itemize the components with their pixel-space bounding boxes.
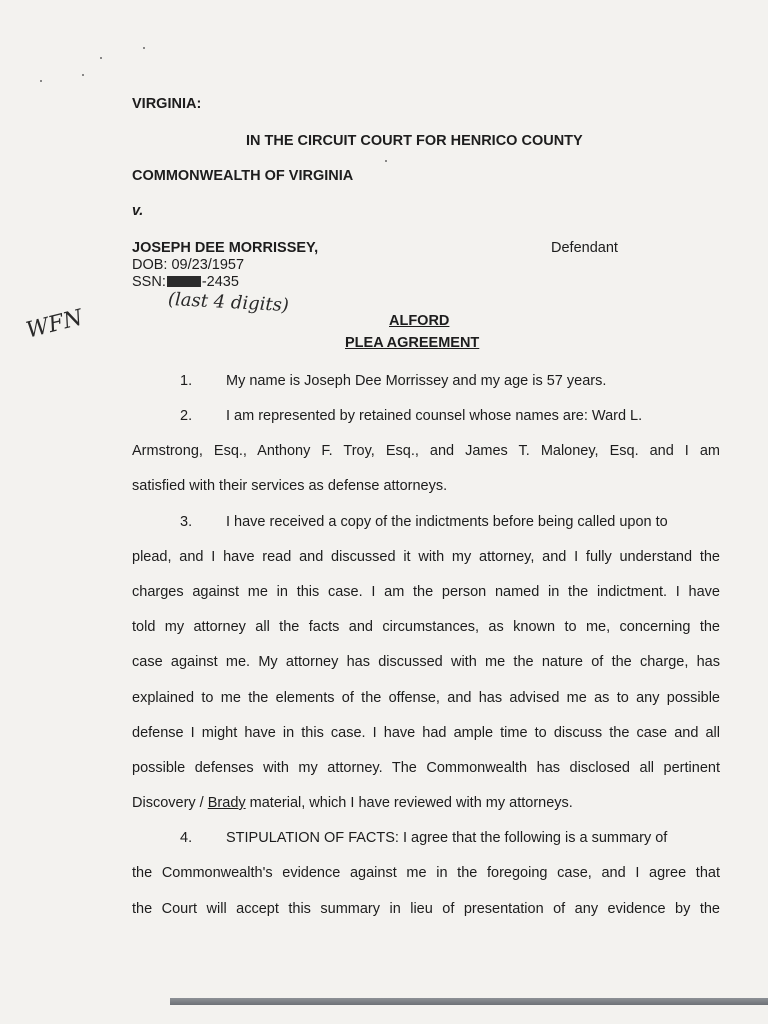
versus-label: v. xyxy=(132,203,144,219)
paragraph-text: STIPULATION OF FACTS: I agree that the following is a summary of xyxy=(226,830,668,846)
ssn-suffix: -2435 xyxy=(201,274,239,290)
paragraph-4-first-line xyxy=(180,830,720,846)
handwritten-note: (last 4 digits) xyxy=(167,288,290,317)
paragraph-number: 4. xyxy=(180,830,193,846)
paragraph-4-line: the Court will accept this summary in lieu of presentation of any evidence by the xyxy=(132,901,720,917)
paragraph-3-line: explained to me the elements of the offense, and has advised me as to any possible xyxy=(132,690,720,706)
paragraph-2-line: Armstrong, Esq., Anthony F. Troy, Esq., and James T. Maloney, Esq. and I am xyxy=(132,443,720,459)
defendant-ssn xyxy=(132,274,239,290)
paragraph-3-line: case against me. My attorney has discussed with me the nature of the charge, has xyxy=(132,654,720,670)
scan-speck xyxy=(385,160,387,162)
paragraph-number: 3. xyxy=(180,514,193,530)
defendant-dob: DOB: 09/23/1957 xyxy=(132,257,245,273)
scan-speck xyxy=(100,57,102,59)
paragraph-1 xyxy=(180,373,606,389)
paragraph-text: I have received a copy of the indictments before being called upon to xyxy=(226,514,668,530)
paragraph-3-line xyxy=(132,795,720,811)
court-heading: IN THE CIRCUIT COURT FOR HENRICO COUNTY xyxy=(246,133,583,149)
defendant-role: Defendant xyxy=(551,240,618,256)
state-heading: VIRGINIA: xyxy=(132,96,202,112)
paragraph-3-line: defense I might have in this case. I have had ample time to discuss the case and all xyxy=(132,725,720,741)
paragraph-2-line: satisfied with their services as defense attorneys. xyxy=(132,478,448,494)
scan-edge-bar xyxy=(170,998,768,1005)
plaintiff-name: COMMONWEALTH OF VIRGINIA xyxy=(132,168,354,184)
margin-initials: WFN xyxy=(23,305,86,344)
ssn-prefix: SSN: xyxy=(132,274,166,290)
scan-speck xyxy=(82,74,84,76)
discovery-text-rest: material, which I have reviewed with my attorneys. xyxy=(245,795,573,811)
paragraph-number: 1. xyxy=(180,373,193,389)
paragraph-text: I am represented by retained counsel whose names are: Ward L. xyxy=(226,408,643,424)
title-line-1: ALFORD xyxy=(389,313,450,329)
defendant-name: JOSEPH DEE MORRISSEY, xyxy=(132,240,319,256)
brady-term: Brady xyxy=(207,795,246,811)
paragraph-3-line: charges against me in this case. I am the person named in the indictment. I have xyxy=(132,584,720,600)
paragraph-3-line: possible defenses with my attorney. The Commonwealth has disclosed all pertinent xyxy=(132,760,720,776)
scan-speck xyxy=(143,47,145,49)
paragraph-4-line: the Commonwealth's evidence against me in the foregoing case, and I agree that xyxy=(132,865,720,881)
paragraph-3-line: told my attorney all the facts and circumstances, as known to me, concerning the xyxy=(132,619,720,635)
paragraph-number: 2. xyxy=(180,408,193,424)
paragraph-3-first-line xyxy=(180,514,668,530)
discovery-text: Discovery / xyxy=(132,795,208,811)
paragraph-2-first-line xyxy=(180,408,720,424)
scan-speck xyxy=(40,80,42,82)
title-line-2: PLEA AGREEMENT xyxy=(345,335,480,351)
paragraph-text: My name is Joseph Dee Morrissey and my age is 57 years. xyxy=(226,373,607,389)
paragraph-3-line: plead, and I have read and discussed it with my attorney, and I fully understand the xyxy=(132,549,720,565)
ssn-redaction xyxy=(167,276,201,287)
